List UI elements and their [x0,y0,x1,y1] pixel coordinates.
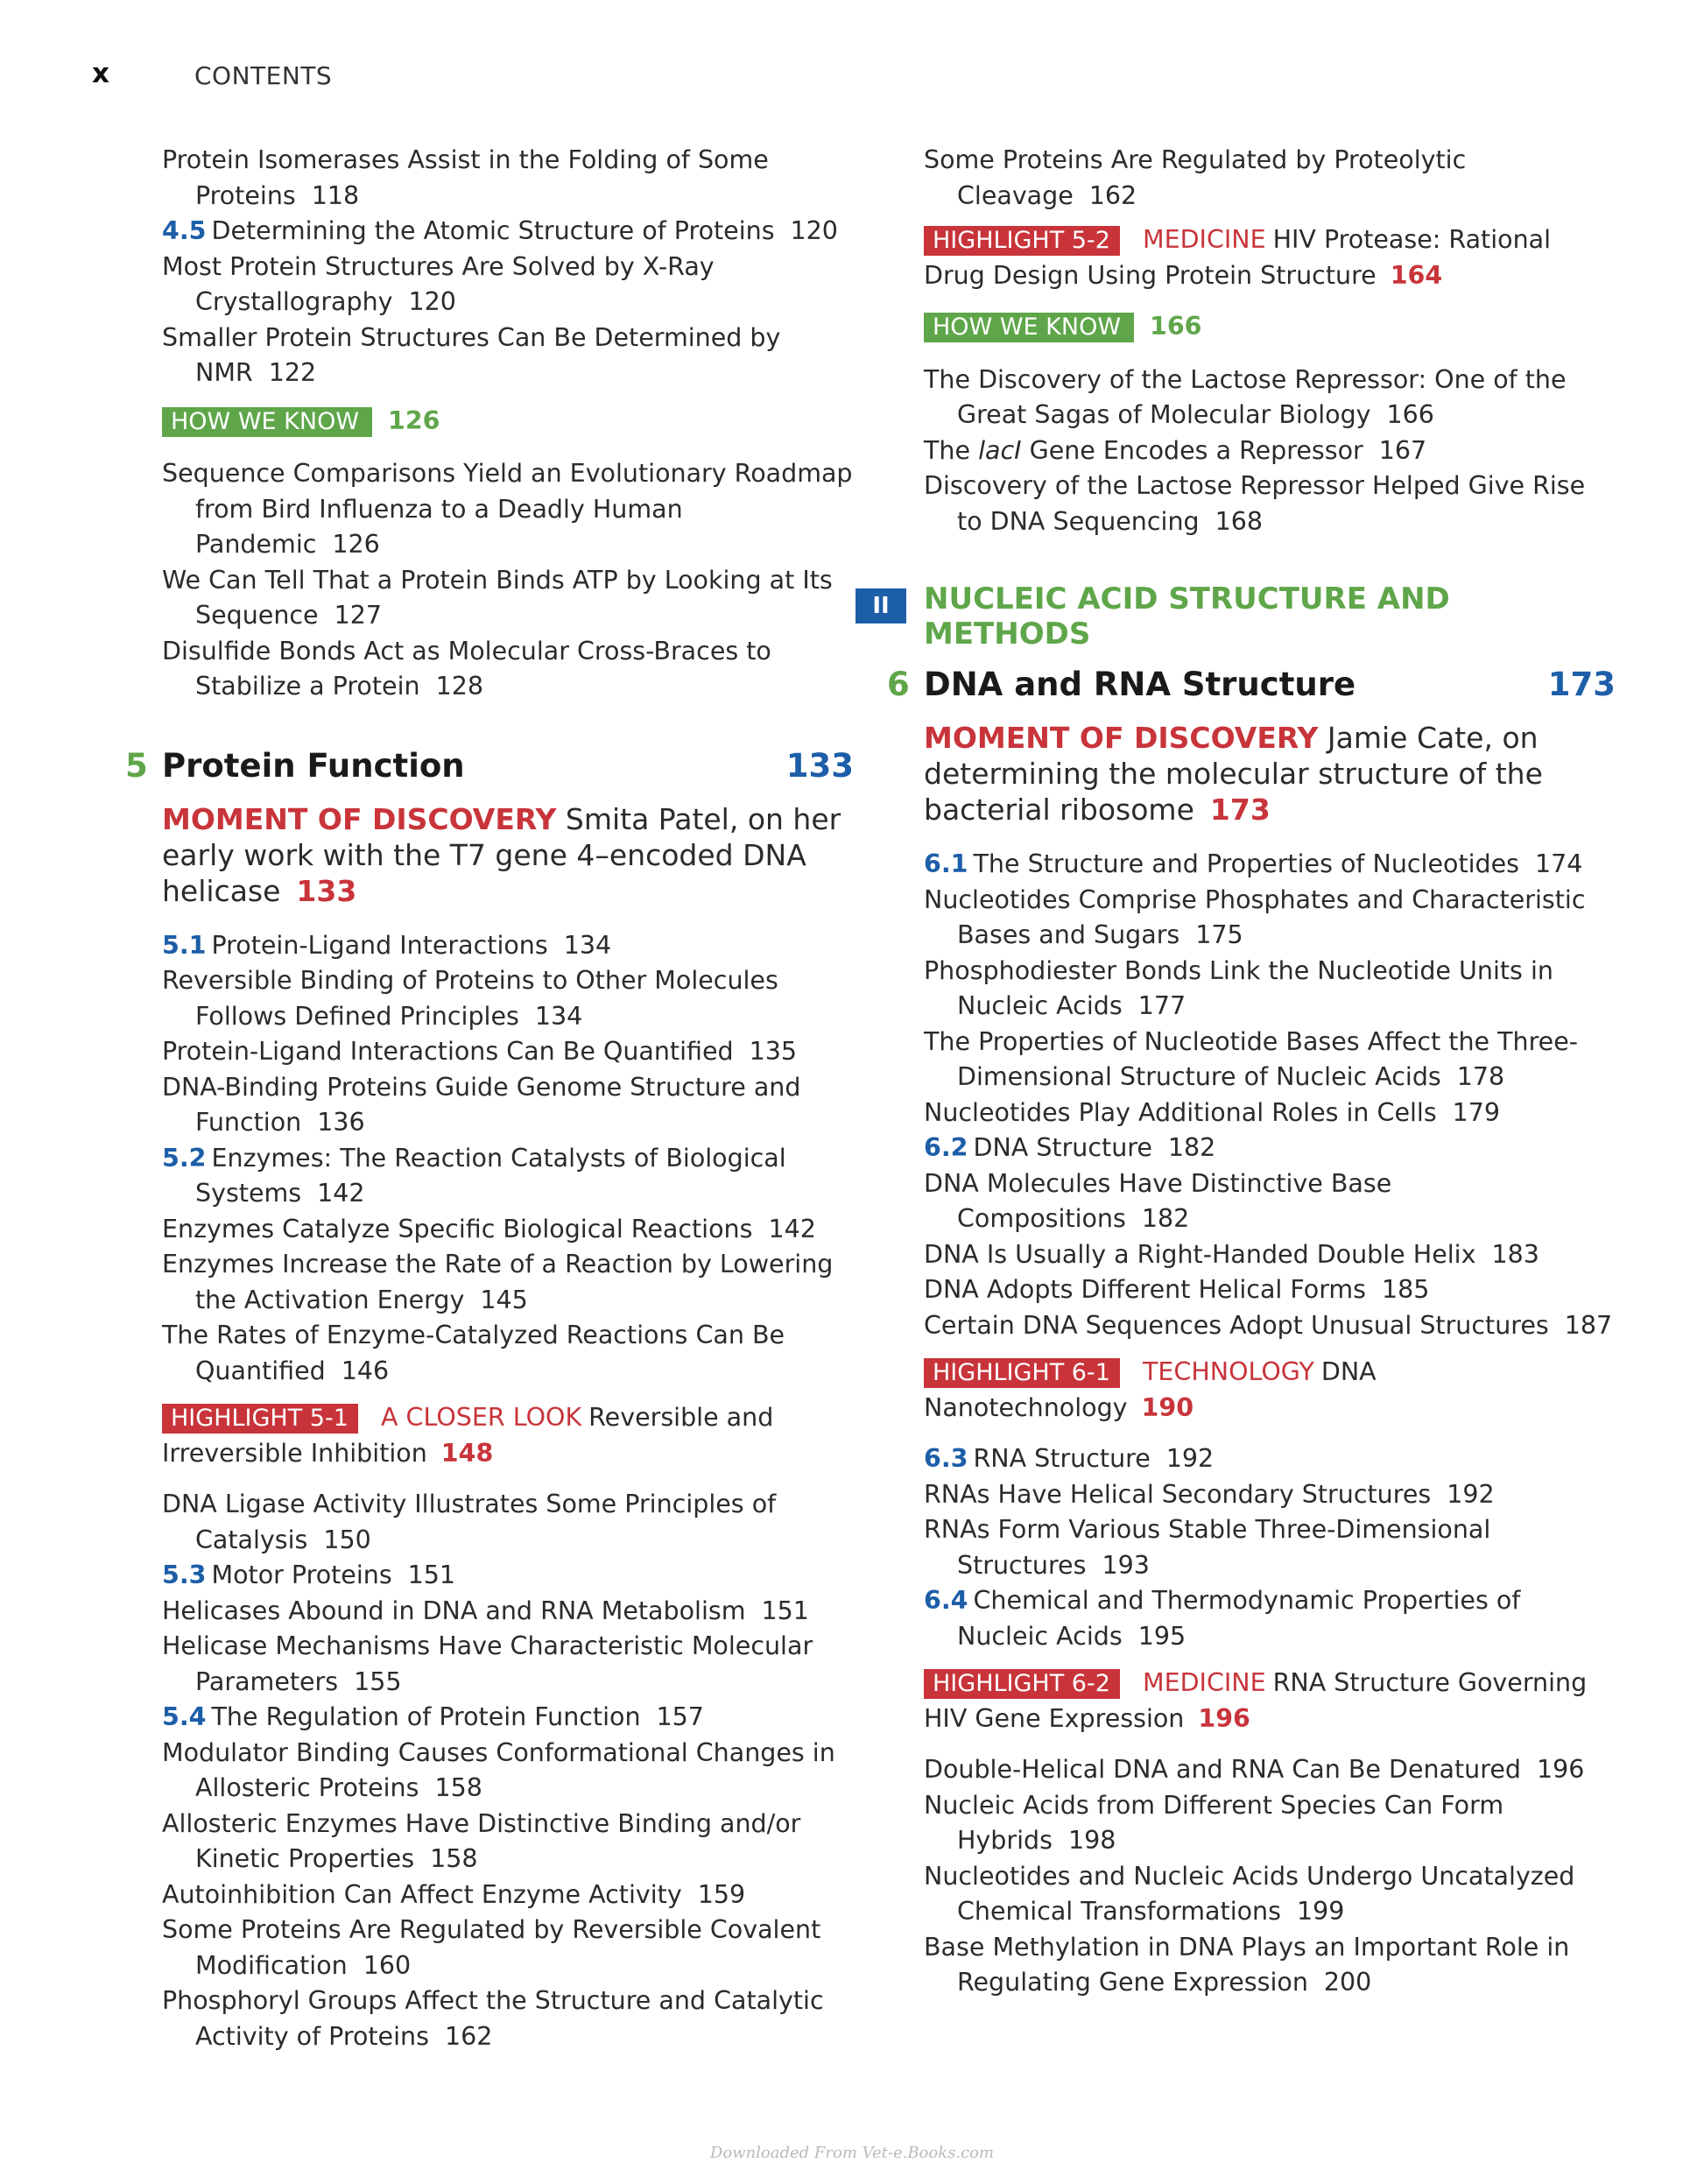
toc-entry[interactable] [924,433,1616,469]
entry-title: The Discovery of the Lactose Repressor: One of the Great Sagas of Molecular Biology [924,364,1567,429]
entry-title: Some Proteins Are Regulated by Proteolytic Cleavage [924,145,1467,210]
toc-section-entry[interactable] [162,1141,854,1212]
entry-page: 142 [768,1214,816,1243]
entry-page: 196 [1536,1755,1585,1784]
entry-page: 142 [317,1179,365,1208]
toc-section-entry[interactable] [924,847,1616,883]
entry-title-prefix: The [924,435,979,465]
toc-entry[interactable] [162,456,854,563]
how-we-know-tag: HOW WE KNOW [162,407,372,437]
highlight-page: 190 [1141,1392,1194,1422]
entry-page: 178 [1456,1062,1505,1091]
highlight-title: RNA Structure Governing HIV Gene Expression [924,1668,1588,1733]
highlight-tag: HIGHLIGHT 5-2 [924,226,1120,256]
toc-entry[interactable] [162,634,854,705]
entry-page: 183 [1491,1239,1539,1269]
chapter-heading[interactable] [125,745,854,787]
entry-title: We Can Tell That a Protein Binds ATP by Looking at Its Sequence [162,565,833,630]
part-title: NUCLEIC ACID STRUCTURE AND METHODS [924,581,1450,652]
toc-entry[interactable] [924,1930,1616,2001]
entry-title: Protein Isomerases Assist in the Folding of Some Proteins [162,145,769,210]
toc-list [162,456,854,705]
entry-title: DNA Ligase Activity Illustrates Some Principles of Catalysis [162,1490,777,1554]
entry-title: DNA-Binding Proteins Guide Genome Structure and Function [162,1072,801,1137]
right-column [872,143,1616,2001]
entry-page: 193 [1102,1550,1150,1580]
toc-entry[interactable] [924,1752,1616,1788]
chapter-number: 6 [887,666,910,703]
entry-title: Double-Helical DNA and RNA Can Be Denatured [924,1755,1521,1784]
chapter-title: DNA and RNA Structure [924,666,1356,703]
toc-list [162,1487,854,2054]
entry-page: 135 [749,1037,798,1066]
entry-page: 192 [1165,1444,1215,1473]
entry-title: Phosphodiester Bonds Link the Nucleotide Units in Nucleic Acids [924,955,1553,1020]
entry-page: 198 [1067,1826,1116,1855]
chapter-heading[interactable] [887,664,1616,706]
entry-title: DNA Is Usually a Right-Handed Double Helix [924,1239,1476,1269]
entry-title: RNAs Form Various Stable Three-Dimensional Structures [924,1515,1491,1580]
left-column [125,143,854,2054]
highlight-title: DNA Nanotechnology [924,1357,1377,1422]
highlight-tag: HIGHLIGHT 5-1 [162,1404,358,1434]
entry-page: 127 [334,601,382,630]
toc-entry[interactable] [162,1983,854,2054]
entry-title: Helicase Mechanisms Have Characteristic Molecular Parameters [162,1631,813,1696]
section-number: 5.3 [162,1561,207,1589]
entry-page: 150 [323,1525,371,1554]
entry-title: Base Methylation in DNA Plays an Important Role in Regulating Gene Expression [924,1932,1570,1997]
entry-page: 159 [697,1879,746,1909]
entry-page: 134 [563,930,612,960]
toc-list [924,1441,1616,1654]
entry-page: 177 [1137,991,1186,1020]
entry-title: Motor Proteins [211,1561,392,1589]
highlight-category: TECHNOLOGY [1143,1357,1314,1386]
entry-title: Nucleotides and Nucleic Acids Undergo Uncatalyzed Chemical Transformations [924,1861,1575,1926]
toc-section-entry[interactable] [162,1700,854,1736]
toc-entry[interactable] [162,1070,854,1141]
entry-page: 146 [341,1356,390,1385]
entry-page: 128 [435,672,483,701]
section-number: 5.4 [162,1702,207,1731]
watermark: Downloaded From Vet-e.Books.com [709,2144,995,2162]
toc-entry[interactable] [924,1788,1616,1859]
entry-title: Reversible Binding of Proteins to Other Molecules Follows Defined Principles [162,966,778,1031]
entry-title: Enzymes: The Reaction Catalysts of Biological Systems [195,1143,786,1208]
highlight-entry[interactable] [924,1355,1616,1426]
entry-page: 134 [534,1001,583,1031]
moment-heading: MOMENT OF DISCOVERY [162,801,557,836]
entry-title: Sequence Comparisons Yield an Evolutionary Roadmap from Bird Influenza to a Deadly Human Pandemic [162,459,853,559]
section-number: 5.1 [162,930,207,960]
toc-entry[interactable] [162,321,854,391]
how-we-know-entry[interactable] [924,309,1616,345]
entry-title: Protein-Ligand Interactions Can Be Quantified [162,1037,734,1066]
running-head: CONTENTS [194,61,333,90]
toc-entry[interactable] [924,883,1616,954]
toc-entry[interactable] [162,963,854,1034]
entry-title: Certain DNA Sequences Adopt Unusual Structures [924,1310,1549,1340]
toc-entry[interactable] [162,1318,854,1389]
toc-section-entry[interactable] [924,1131,1616,1166]
entry-title: Discovery of the Lactose Repressor Helped Give Rise to DNA Sequencing [924,471,1586,536]
entry-page: 199 [1296,1897,1345,1926]
entry-page: 158 [434,1773,482,1802]
entry-title: The Properties of Nucleotide Bases Affect the Three-Dimensional Structure of Nucleic Acids [924,1026,1579,1091]
entry-page: 195 [1137,1621,1186,1651]
highlight-category: MEDICINE [1143,1668,1266,1697]
entry-title-italic: lacI [978,435,1022,465]
toc-entry[interactable] [162,1212,854,1248]
toc-entry[interactable] [162,1487,854,1558]
entry-page: 151 [761,1596,809,1625]
entry-page: 151 [407,1561,456,1589]
toc-entry[interactable] [162,1807,854,1878]
entry-page: 145 [480,1285,528,1314]
entry-title: Protein-Ligand Interactions [211,930,548,960]
chapter-page: 133 [785,746,854,785]
toc-entry[interactable] [924,469,1616,539]
section-number: 6.1 [924,849,968,878]
toc-entry[interactable] [162,143,854,214]
toc-entry[interactable] [162,250,854,321]
toc-entry[interactable] [924,1096,1616,1131]
entry-title: DNA Structure [973,1133,1152,1162]
entry-page: 168 [1215,506,1264,536]
entry-page: 187 [1564,1310,1613,1340]
chapter-title: Protein Function [162,746,465,785]
entry-title: Gene Encodes a Repressor [1021,435,1363,465]
highlight-entry[interactable] [924,1666,1616,1737]
entry-title: RNAs Have Helical Secondary Structures [924,1479,1432,1509]
part-number-badge: II [856,588,906,623]
toc-entry[interactable] [924,363,1616,433]
toc-section-entry[interactable] [162,1558,854,1594]
highlight-title: HIV Protease: Rational Drug Design Using Protein Structure [924,225,1552,290]
entry-title: Allosteric Enzymes Have Distinctive Binding and/or Kinetic Properties [162,1808,801,1873]
entry-page: 174 [1535,849,1583,878]
highlight-tag: HIGHLIGHT 6-2 [924,1669,1120,1699]
entry-title: Modulator Binding Causes Conformational Changes in Allosteric Proteins [162,1737,835,1802]
toc-section-entry[interactable] [162,214,854,250]
entry-page: 120 [408,287,456,316]
how-we-know-page: 126 [388,405,440,435]
section-number: 6.2 [924,1133,968,1162]
section-number: 5.2 [162,1143,207,1173]
moment-heading: MOMENT OF DISCOVERY [924,721,1319,755]
toc-list [924,1752,1616,2001]
entry-page: 126 [332,530,380,559]
entry-page: 122 [268,358,317,387]
toc-entry[interactable] [924,1308,1616,1344]
entry-title: Nucleotides Comprise Phosphates and Characteristic Bases and Sugars [924,884,1586,949]
toc-list [924,847,1616,1343]
entry-page: 160 [363,1950,412,1980]
entry-title: Chemical and Thermodynamic Properties of Nucleic Acids [957,1586,1521,1651]
entry-page: 120 [790,216,838,245]
toc-section-entry[interactable] [162,928,854,964]
moment-of-discovery[interactable] [162,801,854,909]
toc-entry[interactable] [162,1736,854,1807]
how-we-know-page: 166 [1150,312,1202,341]
entry-page: 158 [430,1844,478,1873]
toc-entry[interactable] [924,1025,1616,1096]
moment-page: 173 [1209,793,1271,827]
toc-entry[interactable] [162,1247,854,1318]
toc-list [924,143,1616,214]
entry-title: Helicases Abound in DNA and RNA Metabolism [162,1596,746,1625]
toc-entry[interactable] [924,1272,1616,1308]
toc-entry[interactable] [924,954,1616,1025]
page-number: x [92,58,109,89]
highlight-page: 148 [440,1438,494,1468]
entry-title: The Regulation of Protein Function [211,1702,641,1731]
moment-of-discovery[interactable] [924,720,1616,828]
section-number: 6.4 [924,1586,968,1615]
entry-title: Autoinhibition Can Affect Enzyme Activity [162,1879,682,1909]
entry-page: 175 [1195,920,1243,949]
entry-page: 157 [656,1702,704,1731]
entry-title: The Structure and Properties of Nucleotides [973,849,1520,878]
entry-title: DNA Molecules Have Distinctive Base Compositions [924,1168,1392,1233]
entry-title: Nucleotides Play Additional Roles in Cells [924,1097,1437,1127]
entry-page: 182 [1167,1133,1216,1162]
toc-entry[interactable] [162,1034,854,1070]
entry-title: Nucleic Acids from Different Species Can Form Hybrids [924,1790,1504,1855]
entry-title: Enzymes Catalyze Specific Biological Reactions [162,1214,753,1243]
entry-title: Most Protein Structures Are Solved by X-Ray Crystallography [162,251,715,316]
toc-list [162,143,854,391]
highlight-title: Reversible and Irreversible Inhibition [162,1403,774,1468]
toc-list [924,363,1616,540]
entry-title: Some Proteins Are Regulated by Reversible Covalent Modification [162,1915,821,1980]
moment-text: Jamie Cate, on determining the molecular structure of the bacterial ribosome [924,721,1543,827]
entry-page: 118 [311,180,360,210]
entry-page: 200 [1323,1968,1372,1997]
toc-entry[interactable] [924,1512,1616,1583]
toc-entry[interactable] [162,1913,854,1983]
entry-page: 167 [1378,435,1427,465]
entry-page: 166 [1386,400,1434,429]
toc-entry[interactable] [924,1237,1616,1273]
part-heading[interactable] [872,581,1616,652]
entry-title: The Rates of Enzyme-Catalyzed Reactions Can Be Quantified [162,1321,785,1385]
section-number: 6.3 [924,1444,968,1473]
section-number: 4.5 [162,216,207,245]
entry-page: 162 [444,2021,493,2051]
entry-title: Enzymes Increase the Rate of a Reaction by Lowering the Activation Energy [162,1250,834,1314]
toc-list [162,928,854,1390]
entry-title: Disulfide Bonds Act as Molecular Cross-Braces to Stabilize a Protein [162,636,771,701]
moment-text: Smita Patel, on her early work with the T7 gene 4–encoded DNA helicase [162,801,841,908]
toc-entry[interactable] [924,1166,1616,1237]
toc-entry[interactable] [924,143,1616,214]
toc-entry[interactable] [162,563,854,634]
highlight-tag: HIGHLIGHT 6-1 [924,1358,1120,1388]
entry-page: 155 [354,1666,402,1696]
toc-entry[interactable] [924,1859,1616,1930]
moment-page: 133 [296,873,357,908]
toc-section-entry[interactable] [924,1441,1616,1477]
entry-page: 185 [1382,1275,1430,1304]
entry-title: Phosphoryl Groups Affect the Structure and Catalytic Activity of Proteins [162,1986,824,2051]
toc-entry[interactable] [924,1477,1616,1513]
toc-entry[interactable] [162,1594,854,1630]
highlight-entry[interactable] [162,1400,854,1471]
entry-title: DNA Adopts Different Helical Forms [924,1275,1367,1304]
highlight-entry[interactable] [924,222,1616,293]
how-we-know-tag: HOW WE KNOW [924,313,1134,342]
highlight-category: MEDICINE [1143,225,1266,254]
highlight-category: A CLOSER LOOK [381,1403,582,1432]
chapter-page: 173 [1547,666,1616,703]
entry-page: 192 [1447,1479,1495,1509]
entry-title: RNA Structure [973,1444,1151,1473]
toc-entry[interactable] [162,1629,854,1700]
how-we-know-entry[interactable] [162,404,854,440]
highlight-page: 164 [1390,260,1443,290]
toc-entry[interactable] [162,1878,854,1913]
highlight-page: 196 [1198,1703,1250,1733]
toc-section-entry[interactable] [924,1583,1616,1654]
entry-page: 182 [1141,1204,1190,1233]
entry-page: 179 [1452,1097,1501,1127]
entry-title: Smaller Protein Structures Can Be Determined by NMR [162,322,781,387]
entry-page: 136 [317,1108,365,1137]
entry-page: 162 [1088,180,1137,210]
chapter-number: 5 [125,746,148,785]
entry-title: Determining the Atomic Structure of Proteins [211,216,775,245]
